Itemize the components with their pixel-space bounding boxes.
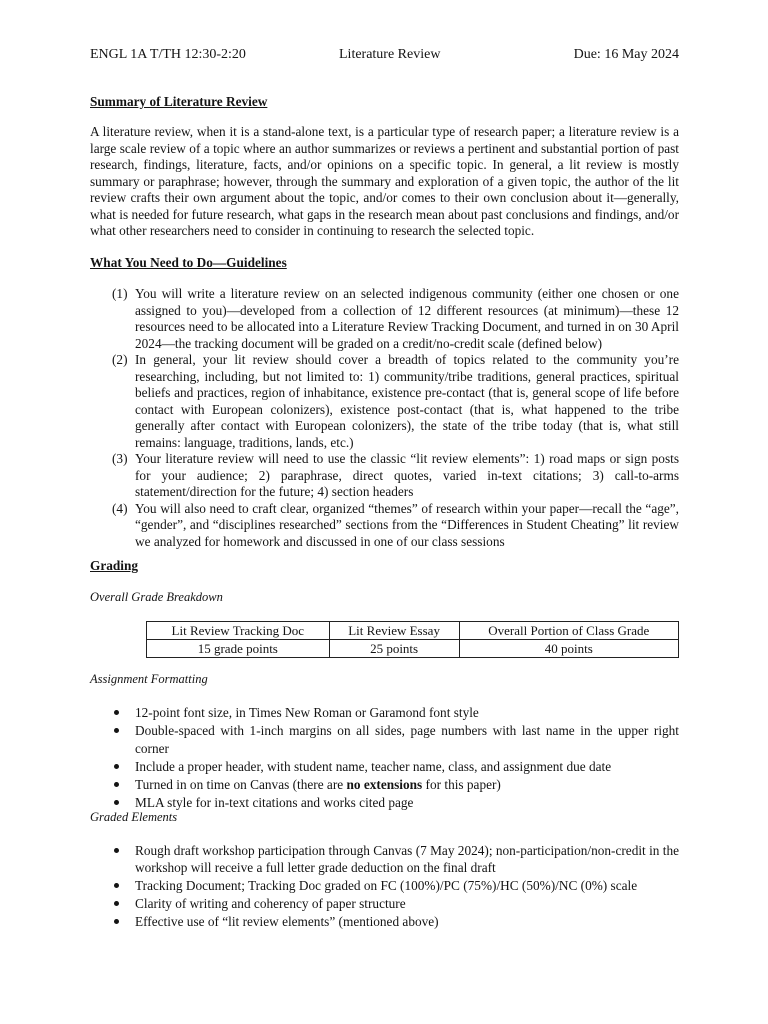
table-header-cell: Lit Review Essay [329,622,459,640]
table-cell: 40 points [459,640,678,658]
list-item [90,704,679,722]
list-item [90,722,679,758]
table-header-cell: Lit Review Tracking Doc [147,622,330,640]
grading-heading: Grading [90,558,139,573]
guideline-item [90,501,679,551]
guideline-item [90,286,679,352]
guideline-number: (2) [112,352,128,367]
bullet-icon [114,782,119,787]
list-item [90,794,679,812]
list-item-text: Turned in on time on Canvas (there are [135,777,347,792]
bullet-icon [114,901,119,906]
assignment-formatting-label: Assignment Formatting [90,672,208,686]
list-item-text: Clarity of writing and coherency of paper structure [135,896,406,911]
list-item [90,913,679,931]
guideline-text: Your literature review will need to use the classic “lit review elements”: 1) road maps or sign posts for your audience; 2) paraphrase, direct quotes, varied in-text citations; 3) call-to-arms statement/direction for the future; 4) section headers [135,451,679,499]
guideline-number: (3) [112,451,128,466]
guideline-text: In general, your lit review should cover a breadth of topics related to the community you’re researching, including, but not limited to: 1) community/tribe traditions, general practices, spiritual beliefs and practices, region of inhabitance, existence pre-contact (that is, general scope of life before contact with European colonizers), existence post-contact (that is, what happened to the tribe generally after contact with European colonizers), the state of the tribe today (that is, what still remains: language, traditions, lands, etc.) [135,352,679,450]
bullet-icon [114,883,119,888]
graded-elements-label: Graded Elements [90,810,178,824]
bullet-icon [114,764,119,769]
list-item-text: MLA style for in-text citations and works cited page [135,795,414,810]
grade-breakdown-label: Overall Grade Breakdown [90,590,223,604]
bullet-icon [114,848,119,853]
list-item [90,776,679,794]
bullet-icon [114,800,119,805]
guidelines-list [90,286,679,550]
graded-elements-list [90,842,679,931]
list-item [90,842,679,877]
grade-breakdown-table [146,621,679,658]
bullet-icon [114,710,119,715]
summary-paragraph: A literature review, when it is a stand-alone text, is a particular type of research paper; a literature review is a large scale review of a topic where an author summarizes or reviews a pertinent and substantial portion of past research, findings, literature, facts, and/or opinions on a specific topic. In general, a lit review is mostly summary or paraphrase; however, through the summary and exploration of a given topic, the author of the lit review crafts their own argument about the topic, and/or comes to their own conclusion about it—generally, what is needed for future research, what gaps in the research mean about past conclusions and findings, and/or what other researchers need to consider in continuing to research the selected topic. [90,124,679,238]
guideline-number: (1) [112,286,128,301]
guideline-text: You will write a literature review on an selected indigenous community (either one chosen or one assigned to you)—developed from a collection of 12 different resources (at minimum)—these 12 resources need to be allocated into a Literature Review Tracking Document, and turned in on 30 April 2024—the tracking document will be graded on a credit/no-credit scale (defined below) [135,286,679,351]
table-cell: 25 points [329,640,459,658]
formatting-list [90,704,679,812]
list-item-text: 12-point font size, in Times New Roman or Garamond font style [135,705,479,720]
no-extensions-emphasis: no extensions [346,777,423,792]
table-row [147,640,679,658]
list-item [90,877,679,895]
bullet-icon [114,728,119,733]
guideline-text: You will also need to craft clear, organized “themes” of research within your paper—recall the “age”, “gender”, and “disciplines researched” sections from the “Differences in Student Cheating” lit review we analyzed for homework and discussed in one of our class sessions [135,500,679,549]
list-item-text: Double-spaced with 1-inch margins on all sides, page numbers with last name in the upper right corner [135,723,679,756]
list-item-text: Tracking Document; Tracking Doc graded on FC (100%)/PC (75%)/HC (50%)/NC (0%) scale [135,878,638,893]
list-item [90,895,679,913]
document-title: Literature Review [339,47,441,62]
guideline-number: (4) [112,500,128,516]
due-date: Due: 16 May 2024 [573,47,679,62]
summary-heading: Summary of Literature Review [90,94,268,109]
guidelines-heading: What You Need to Do—Guidelines [90,255,287,270]
list-item [90,758,679,776]
bullet-icon [114,919,119,924]
guideline-item [90,352,679,451]
table-header-row [147,622,679,640]
list-item-text: Rough draft workshop participation through Canvas (7 May 2024); non-participation/non-credit in the workshop will receive a full letter grade deduction on the final draft [135,843,679,875]
table-cell: 15 grade points [147,640,330,658]
list-item-text: Effective use of “lit review elements” (mentioned above) [135,914,439,929]
course-label: ENGL 1A T/TH 12:30-2:20 [90,47,246,62]
table-header-cell: Overall Portion of Class Grade [459,622,678,640]
guideline-item [90,451,679,501]
list-item-text: Include a proper header, with student name, teacher name, class, and assignment due date [135,759,612,774]
list-item-text: for this paper) [422,777,501,792]
